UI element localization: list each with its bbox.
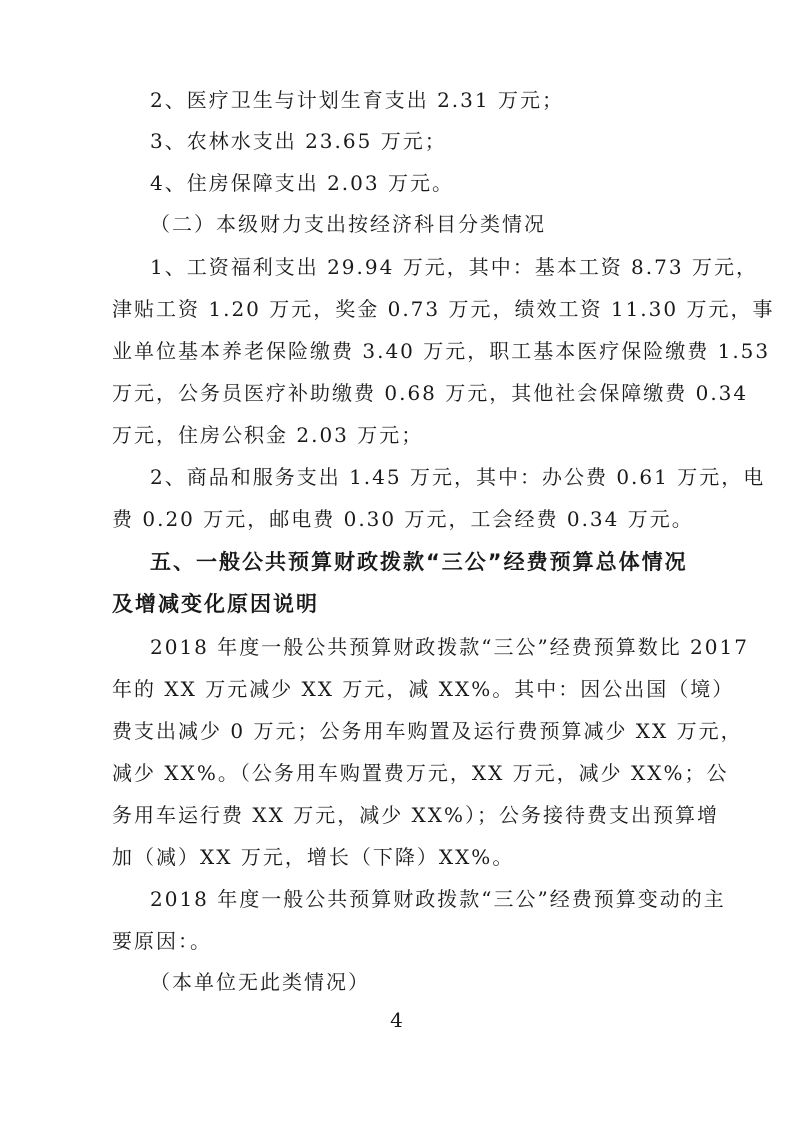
paragraph-line: 减少 XX%。（公务用车购置费万元，XX 万元，减少 XX%；公 [112,761,729,785]
paragraph-line: 2、商品和服务支出 1.45 万元，其中：办公费 0.61 万元，电 [150,465,766,489]
paragraph-line: 要原因：。 [112,929,212,953]
paragraph-line: 2018 年度一般公共预算财政拨款“三公”经费预算数比 2017 [150,635,749,659]
paragraph-line: 津贴工资 1.20 万元，奖金 0.73 万元，绩效工资 11.30 万元，事 [112,297,775,321]
paragraph-line: 1、工资福利支出 29.94 万元，其中：基本工资 8.73 万元， [150,255,758,279]
text-line-housing-expense: 4、住房保障支出 2.03 万元。 [150,171,454,195]
note-line: （本单位无此类情况） [150,970,370,994]
paragraph-line: 务用车运行费 XX 万元，减少 XX%）；公务接待费支出预算增 [112,803,720,827]
section-subheading: （二）本级财力支出按经济科目分类情况 [150,212,546,236]
paragraph-line: 业单位基本养老保险缴费 3.40 万元，职工基本医疗保险缴费 1.53 [112,339,771,363]
section-heading: 五、一般公共预算财政拨款“三公”经费预算总体情况 [150,550,688,574]
paragraph-line: 年的 XX 万元减少 XX 万元，减 XX%。其中：因公出国（境） [112,677,735,701]
paragraph-line: 加（减）XX 万元，增长（下降）XX%。 [112,845,515,869]
section-heading: 及增减变化原因说明 [112,592,319,616]
paragraph-line: 费支出减少 0 万元；公务用车购置及运行费预算减少 XX 万元， [112,719,743,743]
page-number: 4 [390,1008,403,1032]
paragraph-line: 万元，住房公积金 2.03 万元； [112,423,424,447]
text-line-medical-expense: 2、医疗卫生与计划生育支出 2.31 万元； [150,88,564,112]
paragraph-line: 万元，公务员医疗补助缴费 0.68 万元，其他社会保障缴费 0.34 [112,381,749,405]
paragraph-line: 2018 年度一般公共预算财政拨款“三公”经费预算变动的主 [150,887,726,911]
paragraph-line: 费 0.20 万元，邮电费 0.30 万元，工会经费 0.34 万元。 [112,507,694,531]
text-line-agriculture-expense: 3、农林水支出 23.65 万元； [150,129,447,153]
